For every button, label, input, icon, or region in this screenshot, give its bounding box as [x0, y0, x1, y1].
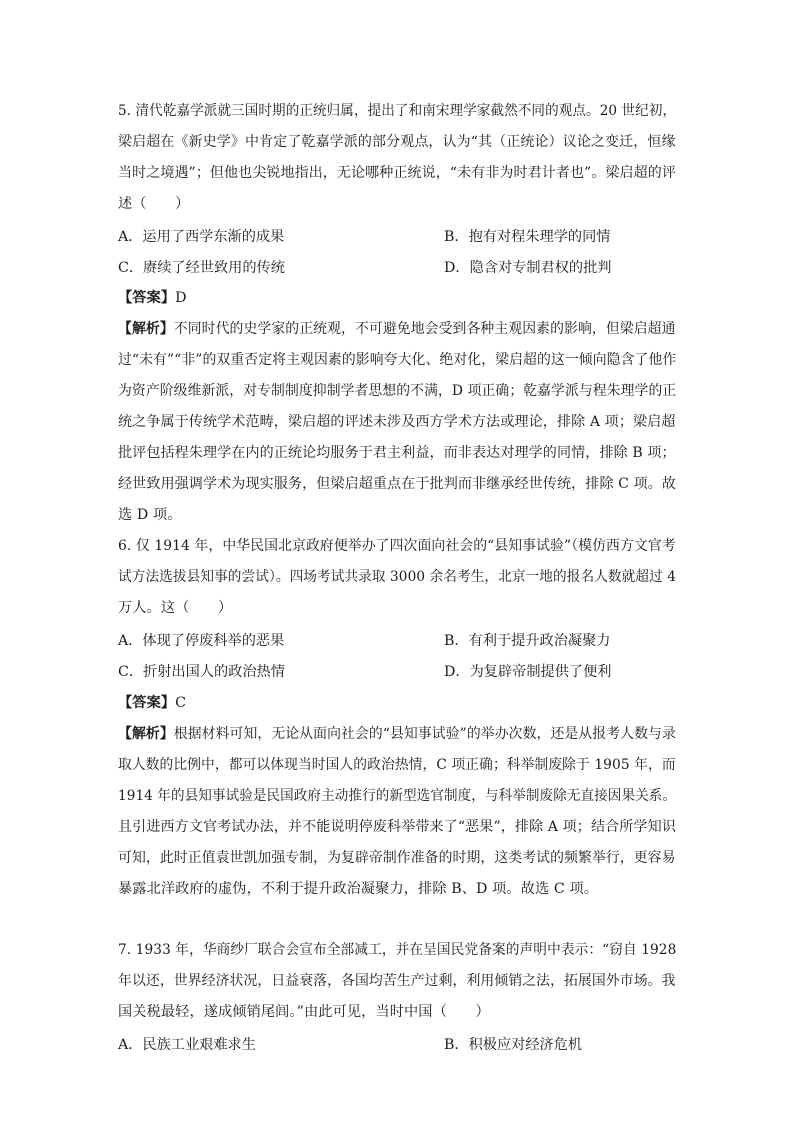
analysis-line: 且引进西方文官考试办法，并不能说明停废科举带来了“恶果”，排除 A 项；结合所学知识 [118, 819, 676, 835]
analysis-line [118, 724, 676, 744]
option-b: B．抱有对程朱理学的同情 [444, 229, 611, 245]
question-7-line: 7. 1933 年，华商纱厂联合会宣布全部减工，并在呈国民党备案的声明中表示：“窃自 1928 [118, 942, 677, 958]
question-6-line: 万人。这（ ） [118, 600, 233, 616]
analysis-line: 选 D 项。 [118, 507, 182, 523]
option-b: B．积极应对经济危机 [444, 1037, 583, 1053]
analysis-line: 过“未有”“非”的双重否定将主观因素的影响夸大化、绝对化，梁启超的这一倾向隐含了他作 [118, 352, 677, 368]
answer-line [118, 693, 186, 713]
question-7-line: 国关税最轻，遂成倾销尾闾。”由此可见，当时中国（ ） [118, 1004, 490, 1020]
question-5-line: 述（ ） [118, 196, 190, 212]
analysis-text: 不同时代的史学家的正统观，不可避免地会受到各种主观因素的影响，但梁启超通 [173, 321, 676, 337]
question-5-line: 当时之境遇”；但他也尖锐地指出，无论哪种正统说，“未有非为时君计者也”。梁启超的评 [118, 165, 676, 181]
option-a: A．运用了西学东渐的成果 [118, 229, 285, 245]
question-7-line: 年以还，世界经济状况，日益衰落，各国均苦生产过剩，利用倾销之法，拓展国外市场。我 [118, 973, 676, 989]
option-a: A．体现了停废科举的恶果 [118, 633, 285, 649]
option-b: B．有利于提升政治凝聚力 [444, 633, 611, 649]
answer-value: D [175, 290, 187, 306]
analysis-line: 统之争属于传统学术范畴，梁启超的评述未涉及西方学术方法或理论，排除 A 项；梁启超 [118, 414, 676, 430]
option-d: D．隐含对专制君权的批判 [444, 260, 612, 276]
answer-tag: 【答案】 [118, 290, 176, 306]
option-a: A．民族工业艰难求生 [118, 1037, 256, 1053]
analysis-line [118, 319, 676, 339]
analysis-line: 取人数的比例中，都可以体现当时国人的政治热情，C 项正确；科举制废除于 1905 年，而 [118, 757, 676, 773]
analysis-tag: 【解析】 [118, 321, 174, 337]
analysis-line: 可知，此时正值袁世凯加强专制，为复辟帝制作准备的时期，这类考试的频繁举行，更容易 [118, 850, 676, 866]
analysis-line: 批评包括程朱理学在内的正统论均服务于君主利益，而非表达对理学的同情，排除 B 项； [118, 445, 676, 461]
question-5-line: 梁启超在《新史学》中肯定了乾嘉学派的部分观点，认为“其（正统论）议论之变迁，恒缘 [118, 134, 676, 150]
answer-line [118, 288, 187, 308]
analysis-line: 经世致用强调学术为现实服务，但梁启超重点在于批判而非继承经世传统，排除 C 项。故 [118, 476, 677, 492]
option-d: D．为复辟帝制提供了便利 [444, 664, 612, 680]
analysis-tag: 【解析】 [118, 726, 174, 742]
question-6-line: 试方法选拔县知事的尝试）。四场考试共录取 3000 余名考生，北京一地的报名人数就超过 4 [118, 569, 677, 585]
option-c: C．赓续了经世致用的传统 [118, 260, 285, 276]
answer-value: C [175, 695, 187, 711]
analysis-text: 根据材料可知，无论从面向社会的“县知事试验”的举办次数，还是从报考人数与录 [173, 726, 676, 742]
analysis-line: 1914 年的县知事试验是民国政府主动推行的新型选官制度，与科举制废除无直接因果关系。 [118, 788, 677, 804]
option-c: C．折射出国人的政治热情 [118, 664, 285, 680]
analysis-line: 暴露北洋政府的虚伪，不利于提升政治凝聚力，排除 B、D 项。故选 C 项。 [118, 881, 599, 897]
question-5-line: 5. 清代乾嘉学派就三国时期的正统归属，提出了和南宋理学家截然不同的观点。20 世纪初， [118, 103, 677, 119]
question-6-line: 6. 仅 1914 年，中华民国北京政府便举办了四次面向社会的“县知事试验”（模仿西方文官考 [118, 538, 676, 554]
analysis-line: 为资产阶级维新派，对专制制度抑制学者思想的不满，D 项正确；乾嘉学派与程朱理学的正 [118, 383, 677, 399]
answer-tag: 【答案】 [118, 695, 176, 711]
